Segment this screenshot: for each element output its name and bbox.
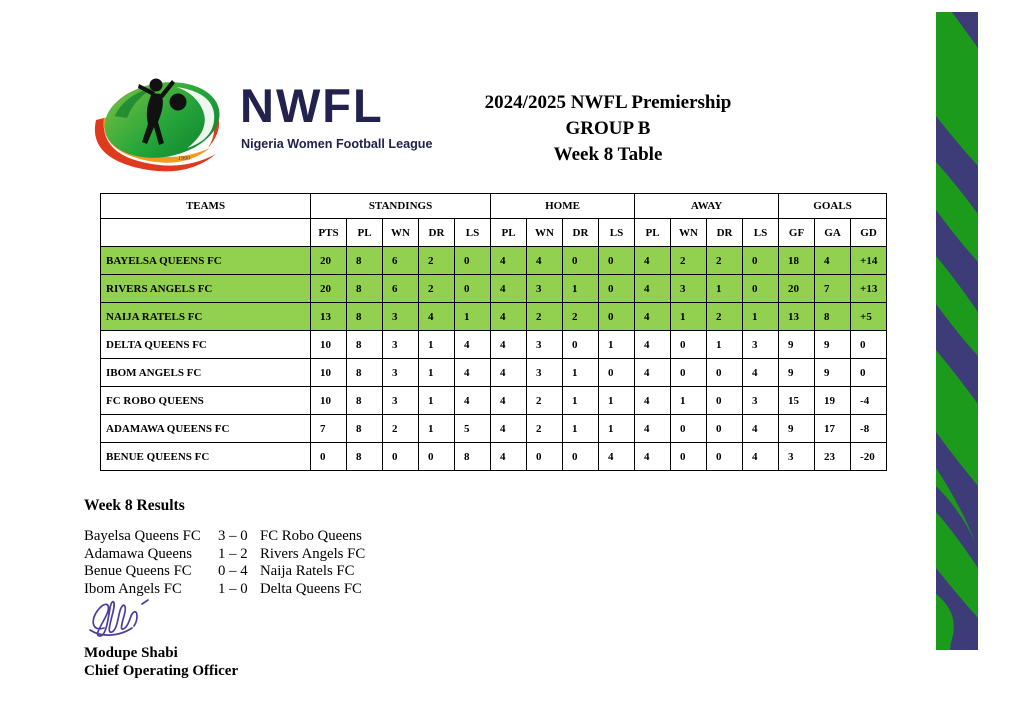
stat-cell: 0 [563,331,599,359]
stat-cell: 3 [383,303,419,331]
stat-cell: 8 [347,443,383,471]
table-row [101,443,887,471]
stat-cell: 8 [347,415,383,443]
stat-cell: 6 [383,247,419,275]
stat-cell: 3 [743,331,779,359]
stat-cell: 3 [527,331,563,359]
stat-cell: 4 [635,275,671,303]
match-score: 1 – 2 [218,545,248,562]
stat-cell: 4 [491,303,527,331]
stat-cell: 0 [599,275,635,303]
match-home: Adamawa Queens [84,545,193,562]
team-name-cell: BENUE QUEENS FC [101,443,311,471]
team-name-cell: ADAMAWA QUEENS FC [101,415,311,443]
stat-cell: 9 [815,331,851,359]
stat-cell: -4 [851,387,887,415]
stat-cell: -20 [851,443,887,471]
stat-cell: 1 [743,303,779,331]
table-row [101,275,887,303]
stat-cell: 18 [779,247,815,275]
stat-cell: 4 [419,303,455,331]
sub-header-dr-11: DR [707,219,743,247]
stat-cell: 1 [563,359,599,387]
stat-cell: 4 [635,443,671,471]
match-away: Delta Queens FC [260,580,362,597]
stat-cell: 23 [815,443,851,471]
stat-cell: 15 [779,387,815,415]
nwfl-tagline: Nigeria Women Football League [241,137,433,151]
results-heading: Week 8 Results [84,497,185,514]
stat-cell: 2 [563,303,599,331]
stat-cell: 0 [707,443,743,471]
stat-cell: 0 [707,387,743,415]
stat-cell: 3 [383,331,419,359]
stat-cell: 0 [599,303,635,331]
stat-cell: 8 [347,359,383,387]
stat-cell: 0 [563,443,599,471]
stat-cell: +13 [851,275,887,303]
stat-cell: 9 [779,415,815,443]
title-line-season: 2024/2025 NWFL Premiership [484,92,732,113]
table-row [101,331,887,359]
stat-cell: 1 [671,303,707,331]
stat-cell: 2 [419,247,455,275]
stat-cell: 0 [599,359,635,387]
stat-cell: 4 [815,247,851,275]
table-row [101,247,887,275]
match-home: Bayelsa Queens FC [84,528,201,544]
zebra-side-stripe [936,12,978,650]
stat-cell: 5 [455,415,491,443]
sub-header-ls-12: LS [743,219,779,247]
stat-cell: 0 [851,331,887,359]
team-name-cell: IBOM ANGELS FC [101,359,311,387]
sub-header-pts-0: PTS [311,219,347,247]
stat-cell: 3 [527,359,563,387]
standings-table-body [101,247,887,471]
stat-cell: 4 [635,387,671,415]
stat-cell: 4 [491,415,527,443]
stat-cell: 8 [347,331,383,359]
stat-cell: 8 [347,303,383,331]
page-title [418,90,798,168]
stat-cell: 2 [419,275,455,303]
stat-cell: 0 [707,359,743,387]
stat-cell: 4 [635,247,671,275]
stat-cell: 1 [671,387,707,415]
stat-cell: 10 [311,331,347,359]
team-subheader-spacer [101,219,311,247]
stat-cell: 10 [311,387,347,415]
stat-cell: 0 [851,359,887,387]
stat-cell: 0 [671,359,707,387]
sub-header-gd-15: GD [851,219,887,247]
stat-cell: 2 [707,303,743,331]
stat-cell: 4 [455,359,491,387]
stat-cell: 4 [491,331,527,359]
stat-cell: 17 [815,415,851,443]
stat-cell: 9 [779,331,815,359]
table-row [101,415,887,443]
stat-cell: 4 [491,275,527,303]
stat-cell: 6 [383,275,419,303]
team-name-cell: NAIJA RATELS FC [101,303,311,331]
stat-cell: 0 [563,247,599,275]
stat-cell: 1 [599,415,635,443]
stat-cell: 1 [599,331,635,359]
stat-cell: 0 [455,275,491,303]
stat-cell: 3 [743,387,779,415]
group-header-away: AWAY [635,194,779,219]
stat-cell: +5 [851,303,887,331]
title-line-week: Week 8 Table [553,144,663,165]
stat-cell: 0 [311,443,347,471]
group-header-teams: TEAMS [101,194,311,219]
stat-cell: 1 [563,275,599,303]
stat-cell: 0 [455,247,491,275]
results-match-list [84,528,424,598]
stat-cell: 1 [707,275,743,303]
stat-cell: 1 [563,415,599,443]
stat-cell: 4 [743,443,779,471]
stat-cell: 7 [815,275,851,303]
match-away: Naija Ratels FC [260,563,355,579]
stat-cell: 0 [671,331,707,359]
stat-cell: 4 [527,247,563,275]
group-header-goals: GOALS [779,194,887,219]
sub-header-ga-14: GA [815,219,851,247]
stat-cell: 4 [743,359,779,387]
stat-cell: 0 [671,443,707,471]
stat-cell: 4 [491,443,527,471]
sub-header-pl-9: PL [635,219,671,247]
stat-cell: 13 [311,303,347,331]
week-results-section [84,497,424,598]
stat-cell: 20 [311,247,347,275]
signatory-name: Modupe Shabi [84,645,178,661]
stat-cell: 20 [311,275,347,303]
stat-cell: 8 [347,387,383,415]
stat-cell: 7 [311,415,347,443]
sub-header-ls-8: LS [599,219,635,247]
signatory-block [84,644,238,680]
stat-cell: 1 [563,387,599,415]
table-row [101,387,887,415]
stat-cell: 3 [383,359,419,387]
match-away: Rivers Angels FC [260,545,366,562]
stat-cell: 2 [527,387,563,415]
stat-cell: 9 [815,359,851,387]
sub-header-pl-1: PL [347,219,383,247]
sub-header-row [101,219,887,247]
stat-cell: 4 [599,443,635,471]
stat-cell: 2 [383,415,419,443]
table-row [101,359,887,387]
stat-cell: 1 [419,359,455,387]
sub-header-gf-13: GF [779,219,815,247]
sub-header-dr-3: DR [419,219,455,247]
stat-cell: 3 [383,387,419,415]
stat-cell: 0 [383,443,419,471]
stat-cell: 3 [779,443,815,471]
group-header-home: HOME [491,194,635,219]
group-header-row [101,194,887,219]
stat-cell: 0 [599,247,635,275]
stat-cell: 4 [491,387,527,415]
stat-cell: 8 [347,275,383,303]
stat-cell: 1 [455,303,491,331]
stat-cell: 4 [635,331,671,359]
match-score: 3 – 0 [218,528,248,544]
stat-cell: 20 [779,275,815,303]
stat-cell: 13 [779,303,815,331]
match-home: Ibom Angels FC [84,580,182,597]
nwfl-logo-swirl [86,68,238,186]
stat-cell: 19 [815,387,851,415]
team-name-cell: RIVERS ANGELS FC [101,275,311,303]
title-line-group: GROUP B [565,118,651,139]
stat-cell: 2 [527,303,563,331]
stat-cell: 4 [455,331,491,359]
signatory-title: Chief Operating Officer [84,663,239,679]
signature-icon [82,596,162,642]
stat-cell: 0 [527,443,563,471]
stat-cell: 1 [419,415,455,443]
table-row [101,303,887,331]
match-home: Benue Queens FC [84,563,192,579]
stat-cell: 0 [419,443,455,471]
team-name-cell: BAYELSA QUEENS FC [101,247,311,275]
sub-header-wn-6: WN [527,219,563,247]
stat-cell: 1 [419,331,455,359]
stat-cell: +14 [851,247,887,275]
sub-header-ls-4: LS [455,219,491,247]
stat-cell: 1 [599,387,635,415]
sub-header-pl-5: PL [491,219,527,247]
team-name-cell: DELTA QUEENS FC [101,331,311,359]
stat-cell: 4 [743,415,779,443]
stat-cell: 2 [707,247,743,275]
sub-header-wn-2: WN [383,219,419,247]
sub-header-dr-7: DR [563,219,599,247]
stat-cell: 0 [707,415,743,443]
stat-cell: 9 [779,359,815,387]
stat-cell: 4 [635,415,671,443]
stat-cell: 0 [743,247,779,275]
stat-cell: 2 [527,415,563,443]
stat-cell: 1 [707,331,743,359]
stat-cell: -8 [851,415,887,443]
stat-cell: 4 [491,359,527,387]
team-name-cell: FC ROBO QUEENS [101,387,311,415]
stat-cell: 3 [671,275,707,303]
standings-table [100,193,887,471]
stat-cell: 8 [455,443,491,471]
stat-cell: 0 [671,415,707,443]
stat-cell: 3 [527,275,563,303]
stat-cell: 4 [455,387,491,415]
match-score: 0 – 4 [218,563,248,579]
stat-cell: 8 [347,247,383,275]
stat-cell: 4 [491,247,527,275]
stat-cell: 8 [815,303,851,331]
stat-cell: 4 [635,359,671,387]
match-away: FC Robo Queens [260,528,362,544]
stat-cell: 0 [743,275,779,303]
stat-cell: 4 [635,303,671,331]
logo-year: 1990 [178,156,190,162]
stat-cell: 10 [311,359,347,387]
match-score: 1 – 0 [218,580,248,597]
nwfl-wordmark: NWFL [240,79,384,132]
stat-cell: 2 [671,247,707,275]
group-header-standings: STANDINGS [311,194,491,219]
stat-cell: 1 [419,387,455,415]
sub-header-wn-10: WN [671,219,707,247]
